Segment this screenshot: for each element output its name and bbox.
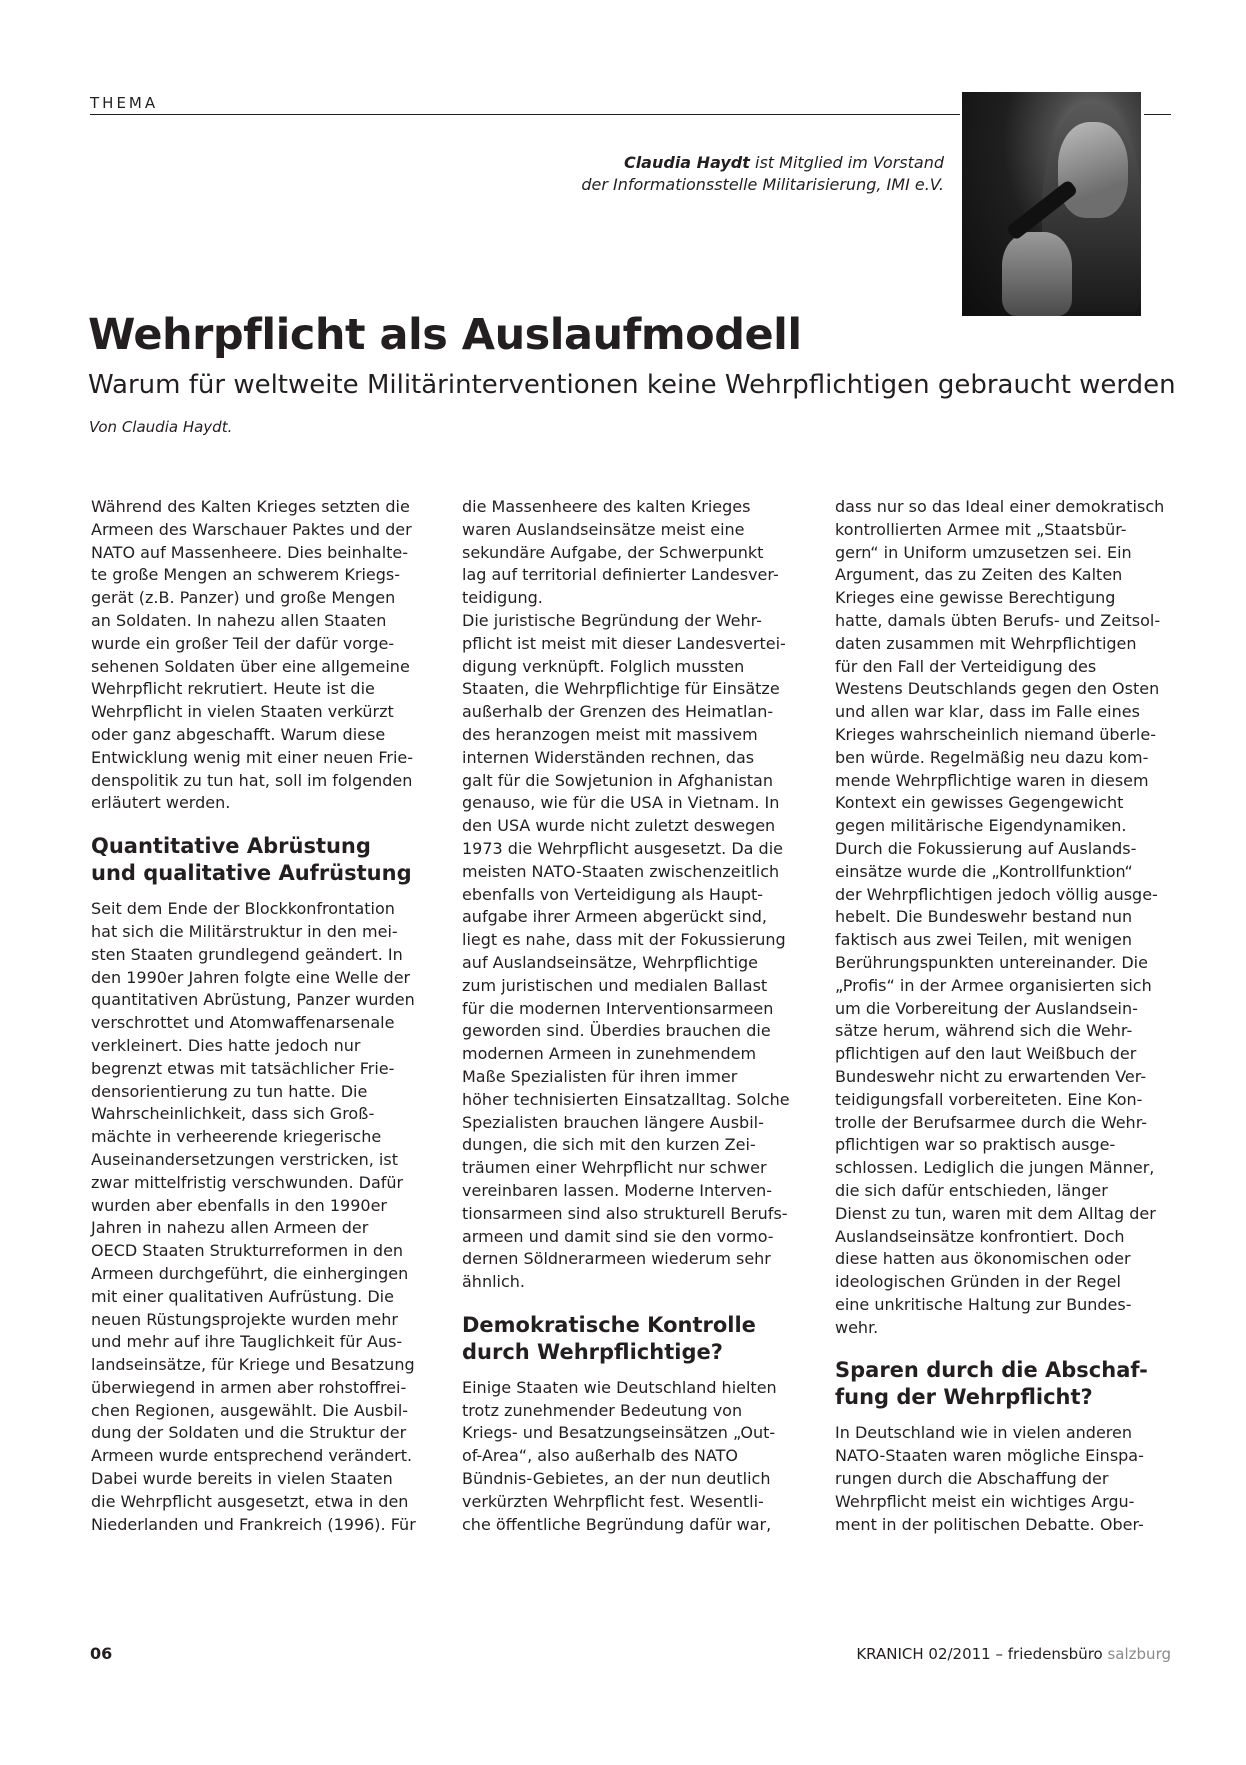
- header-rule-right: [1144, 114, 1171, 115]
- text-line: mit einer qualitativen Aufrüstung. Die: [91, 1286, 394, 1306]
- text-line: Einige Staaten wie Deutschland hielten: [462, 1377, 777, 1397]
- text-line: schlossen. Lediglich die jungen Männer,: [835, 1158, 1155, 1178]
- text-line: Niederlanden und Frankreich (1996). Für: [91, 1514, 416, 1534]
- text-line: faktisch aus zwei Teilen, mit wenigen: [835, 930, 1132, 950]
- text-line: Dienst zu tun, waren mit dem Alltag der: [835, 1203, 1156, 1223]
- text-line: vereinbaren lassen. Moderne Interven-: [462, 1180, 773, 1200]
- text-line: träumen einer Wehrpflicht nur schwer: [462, 1158, 767, 1178]
- paragraph: [91, 496, 426, 815]
- text-line: Spezialisten brauchen längere Ausbil-: [462, 1112, 764, 1132]
- text-line: Auslandseinsätze konfrontiert. Doch: [835, 1226, 1125, 1246]
- text-line: gegen militärische Eigendynamiken.: [835, 816, 1127, 836]
- text-line: hatte, damals übten Berufs- und Zeitsol-: [835, 610, 1161, 630]
- text-line: die sich dafür entschieden, länger: [835, 1180, 1108, 1200]
- text-line: che öffentliche Begründung dafür war,: [462, 1514, 772, 1534]
- article-subtitle: Warum für weltweite Militärinterventionen keine Wehrpflichtigen gebraucht werden: [88, 370, 1176, 400]
- text-line: außerhalb der Grenzen des Heimatlan-: [462, 702, 774, 722]
- section-heading: [835, 1357, 1170, 1411]
- text-line: armeen und damit sind sie den vormo-: [462, 1226, 774, 1246]
- text-line: In Deutschland wie in vielen anderen: [835, 1423, 1132, 1443]
- author-name: Claudia Haydt: [623, 153, 750, 172]
- page-number: 06: [90, 1644, 113, 1663]
- text-line: Krieges eine gewisse Berechtigung: [835, 588, 1116, 608]
- text-line: ebenfalls von Verteidigung als Haupt-: [462, 884, 764, 904]
- paragraph: [835, 1422, 1170, 1536]
- author-note: [464, 152, 944, 196]
- text-line: Seit dem Ende der Blockkonfrontation: [91, 899, 395, 919]
- publication-info: KRANICH 02/2011 – friedensbüro salzburg: [856, 1645, 1171, 1663]
- text-line: geworden sind. Überdies brauchen die: [462, 1021, 771, 1041]
- text-line: pflichtigen war so praktisch ausge-: [835, 1135, 1116, 1155]
- text-line: mende Wehrpflichtige waren in diesem: [835, 770, 1149, 790]
- text-line: „Profis“ in der Armee organisierten sich: [835, 975, 1152, 995]
- text-line: Kontext ein gewisses Gegengewicht: [835, 793, 1124, 813]
- text-line: tionsarmeen sind also strukturell Berufs-: [462, 1203, 788, 1223]
- text-line: Durch die Fokussierung auf Auslands-: [835, 838, 1137, 858]
- section-heading: [462, 1312, 797, 1366]
- text-line: ben würde. Regelmäßig neu dazu kom-: [835, 747, 1149, 767]
- text-line: ähnlich.: [462, 1272, 525, 1292]
- column-1: [91, 496, 426, 1536]
- text-line: höher technisierten Einsatzalltag. Solche: [462, 1089, 790, 1109]
- article-title: Wehrpflicht als Auslaufmodell: [88, 310, 802, 360]
- text-line: Bundeswehr nicht zu erwartenden Ver-: [835, 1066, 1147, 1086]
- text-line: um die Vorbereitung der Auslandsein-: [835, 998, 1138, 1018]
- paragraph: [462, 496, 797, 1294]
- text-line: Argument, das zu Zeiten des Kalten: [835, 565, 1123, 585]
- text-line: Armeen des Warschauer Paktes und der: [91, 519, 412, 539]
- text-line: galt für die Sowjetunion in Afghanistan: [462, 770, 773, 790]
- text-line: aufgabe ihrer Armeen abgerückt sind,: [462, 907, 767, 927]
- text-line: sten Staaten grundlegend geändert. In: [91, 944, 403, 964]
- text-line: Bündnis-Gebietes, an der nun deutlich: [462, 1469, 771, 1489]
- text-line: dernen Söldnerarmeen wiederum sehr: [462, 1249, 771, 1269]
- text-line: rungen durch die Abschaffung der: [835, 1469, 1109, 1489]
- text-line: des heranzogen meist mit massivem: [462, 724, 758, 744]
- column-2: [462, 496, 797, 1536]
- text-line: 1973 die Wehrpflicht ausgesetzt. Da die: [462, 838, 783, 858]
- author-role: ist Mitglied im Vorstand: [749, 153, 944, 172]
- text-line: wurde ein großer Teil der dafür vorge-: [91, 633, 395, 653]
- text-line: Maße Spezialisten für ihren immer: [462, 1066, 738, 1086]
- text-line: kontrollierten Armee mit „Staatsbür-: [835, 519, 1127, 539]
- text-line: internen Widerständen rechnen, das: [462, 747, 755, 767]
- text-line: neuen Rüstungsprojekte wurden mehr: [91, 1309, 398, 1329]
- text-line: für den Fall der Verteidigung des: [835, 656, 1097, 676]
- text-line: fung der Wehrpflicht?: [835, 1385, 1093, 1410]
- text-line: denspolitik zu tun hat, soll im folgenden: [91, 770, 413, 790]
- text-line: digung verknüpft. Folglich mussten: [462, 656, 745, 676]
- text-line: dass nur so das Ideal einer demokratisch: [835, 497, 1165, 516]
- text-line: eine unkritische Haltung zur Bundes-: [835, 1294, 1132, 1314]
- text-line: Auseinandersetzungen verstricken, ist: [91, 1149, 398, 1169]
- text-line: und qualitative Aufrüstung: [91, 861, 412, 886]
- text-line: landseinsätze, für Kriege und Besatzung: [91, 1355, 415, 1375]
- text-line: pflichtigen auf den laut Weißbuch der: [835, 1044, 1137, 1064]
- text-line: wurden aber ebenfalls in den 1990er: [91, 1195, 387, 1215]
- text-line: überwiegend in armen aber rohstoffrei-: [91, 1377, 407, 1397]
- text-line: Armeen wurde entsprechend verändert.: [91, 1446, 413, 1466]
- text-line: NATO-Staaten waren mögliche Einspa-: [835, 1446, 1144, 1466]
- text-line: hat sich die Militärstruktur in den mei-: [91, 921, 398, 941]
- text-line: dungen, die sich mit den kurzen Zei-: [462, 1135, 756, 1155]
- text-line: genauso, wie für die USA in Vietnam. In: [462, 793, 780, 813]
- text-line: diese hatten aus ökonomischen oder: [835, 1249, 1131, 1269]
- text-line: verkürzten Wehrpflicht fest. Wesentli-: [462, 1491, 764, 1511]
- text-line: te große Mengen an schwerem Kriegs-: [91, 565, 400, 585]
- text-line: den USA wurde nicht zuletzt deswegen: [462, 816, 776, 836]
- section-label: THEMA: [90, 94, 159, 112]
- text-line: Wahrscheinlichkeit, dass sich Groß-: [91, 1104, 375, 1124]
- author-photo: [962, 92, 1141, 316]
- text-line: chen Regionen, ausgewählt. Die Ausbil-: [91, 1400, 409, 1420]
- text-line: sekundäre Aufgabe, der Schwerpunkt: [462, 542, 764, 562]
- text-line: gern“ in Uniform umzusetzen sei. Ein: [835, 542, 1132, 562]
- text-line: of-Area“, also außerhalb des NATO: [462, 1446, 738, 1466]
- text-line: zum juristischen und medialen Ballast: [462, 975, 768, 995]
- text-line: trotz zunehmender Bedeutung von: [462, 1400, 743, 1420]
- text-line: für die modernen Interventionsarmeen: [462, 998, 774, 1018]
- text-line: Die juristische Begründung der Wehr-: [462, 610, 762, 630]
- text-line: Staaten, die Wehrpflichtige für Einsätze: [462, 679, 780, 699]
- text-line: NATO auf Massenheere. Dies beinhalte-: [91, 542, 409, 562]
- text-line: Dabei wurde bereits in vielen Staaten: [91, 1469, 393, 1489]
- text-line: teidigungsfall vorbereiteten. Eine Kon-: [835, 1089, 1143, 1109]
- text-line: Berührungspunkten untereinander. Die: [835, 952, 1148, 972]
- header-rule: [90, 114, 960, 115]
- text-line: Kriegs- und Besatzungseinsätzen „Out-: [462, 1423, 776, 1443]
- text-line: den 1990er Jahren folgte eine Welle der: [91, 967, 411, 987]
- text-line: teidigung.: [462, 588, 543, 608]
- text-line: waren Auslandseinsätze meist eine: [462, 519, 745, 539]
- text-line: sehenen Soldaten über eine allgemeine: [91, 656, 410, 676]
- text-line: verkleinert. Dies hatte jedoch nur: [91, 1035, 361, 1055]
- text-line: die Massenheere des kalten Krieges: [462, 497, 751, 516]
- text-line: Wehrpflicht meist ein wichtiges Argu-: [835, 1491, 1135, 1511]
- text-line: Wehrpflicht rekrutiert. Heute ist die: [91, 679, 375, 699]
- author-org: der Informationsstelle Militarisierung, IMI e.V.: [581, 175, 944, 194]
- text-line: Krieges wahrscheinlich niemand überle-: [835, 724, 1156, 744]
- text-line: zwar mittelfristig verschwunden. Dafür: [91, 1172, 404, 1192]
- article-byline: Von Claudia Haydt.: [89, 418, 233, 436]
- text-line: und allen war klar, dass im Falle eines: [835, 702, 1140, 722]
- text-line: begrenzt etwas mit tatsächlicher Frie-: [91, 1058, 395, 1078]
- text-line: Entwicklung wenig mit einer neuen Frie-: [91, 747, 414, 767]
- text-line: wehr.: [835, 1317, 879, 1337]
- text-line: verschrottet und Atomwaffenarsenale: [91, 1013, 395, 1033]
- text-line: die Wehrpflicht ausgesetzt, etwa in den: [91, 1491, 409, 1511]
- text-line: pflicht ist meist mit dieser Landesvertei-: [462, 633, 786, 653]
- text-line: ment in der politischen Debatte. Ober-: [835, 1514, 1144, 1534]
- text-line: sätze herum, während sich die Wehr-: [835, 1021, 1133, 1041]
- text-line: und mehr auf ihre Tauglichkeit für Aus-: [91, 1332, 403, 1352]
- text-line: dung der Soldaten und die Struktur der: [91, 1423, 407, 1443]
- text-line: an Soldaten. In nahezu allen Staaten: [91, 610, 387, 630]
- text-line: modernen Armeen in zunehmendem: [462, 1044, 757, 1064]
- text-line: lag auf territorial definierter Landesver-: [462, 565, 779, 585]
- text-line: Quantitative Abrüstung: [91, 834, 371, 859]
- text-line: der Wehrpflichtigen jedoch völlig ausge-: [835, 884, 1158, 904]
- text-line: Während des Kalten Krieges setzten die: [91, 497, 410, 516]
- text-line: liegt es nahe, dass mit der Fokussierung: [462, 930, 786, 950]
- text-line: gerät (z.B. Panzer) und große Mengen: [91, 588, 396, 608]
- paragraph: [835, 496, 1170, 1339]
- text-line: densorientierung zu tun hatte. Die: [91, 1081, 368, 1101]
- text-line: Jahren in nahezu allen Armeen der: [91, 1218, 369, 1238]
- text-line: oder ganz abgeschafft. Warum diese: [91, 724, 386, 744]
- paragraph: [462, 1377, 797, 1537]
- text-line: hebelt. Die Bundeswehr bestand nun: [835, 907, 1133, 927]
- text-line: Westens Deutschlands gegen den Osten: [835, 679, 1160, 699]
- text-line: einsätze wurde die „Kontrollfunktion“: [835, 861, 1133, 881]
- column-3: [835, 496, 1170, 1536]
- text-line: daten zusammen mit Wehrpflichtigen: [835, 633, 1137, 653]
- text-line: Wehrpflicht in vielen Staaten verkürzt: [91, 702, 394, 722]
- section-heading: [91, 833, 426, 887]
- text-line: erläutert werden.: [91, 793, 231, 813]
- text-line: Armeen durchgeführt, die einhergingen: [91, 1263, 409, 1283]
- text-line: trolle der Berufsarmee durch die Wehr-: [835, 1112, 1148, 1132]
- text-line: OECD Staaten Strukturreformen in den: [91, 1241, 404, 1261]
- text-line: ideologischen Gründen in der Regel: [835, 1272, 1121, 1292]
- paragraph: [91, 898, 426, 1536]
- text-line: Demokratische Kontrolle: [462, 1312, 756, 1337]
- text-line: quantitativen Abrüstung, Panzer wurden: [91, 990, 415, 1010]
- text-line: Sparen durch die Abschaf-: [835, 1358, 1148, 1383]
- text-line: durch Wehrpflichtige?: [462, 1339, 723, 1364]
- text-line: auf Auslandseinsätze, Wehrpflichtige: [462, 952, 759, 972]
- text-line: meisten NATO-Staaten zwischenzeitlich: [462, 861, 780, 881]
- text-line: mächte in verheerende kriegerische: [91, 1127, 382, 1147]
